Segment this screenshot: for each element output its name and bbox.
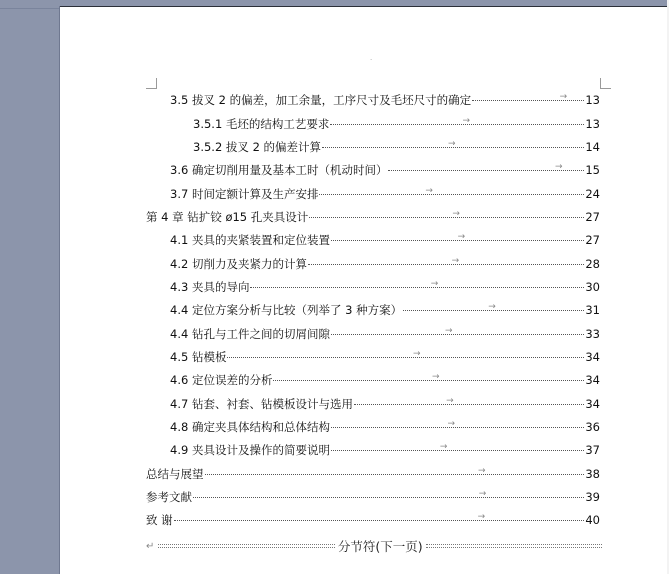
toc-dot-leader — [322, 139, 584, 149]
toc-dot-leader — [319, 186, 584, 196]
toc-entry-page-number: 34 — [585, 350, 600, 364]
toc-entry-page-number: 36 — [585, 420, 600, 434]
tab-arrow-icon: → — [477, 512, 486, 522]
tab-arrow-icon: → — [457, 232, 466, 242]
crop-mark-top-left — [146, 78, 157, 89]
toc-entry[interactable] — [146, 489, 600, 505]
toc-dot-leader — [331, 442, 584, 452]
toc-entry-title: 4.7 钻套、衬套、钻模板设计与选用 — [170, 397, 353, 411]
toc-entry[interactable] — [170, 162, 600, 178]
toc-dot-leader — [309, 209, 584, 219]
tab-arrow-icon: → — [447, 139, 456, 149]
toc-entry-page-number: 34 — [585, 397, 600, 411]
toc-entry[interactable] — [146, 512, 600, 528]
tab-arrow-icon: → — [425, 186, 433, 196]
toc-dot-leader — [193, 489, 584, 499]
page-top-edge — [60, 6, 667, 7]
tab-arrow-icon: → — [559, 92, 568, 102]
toc-entry[interactable] — [170, 302, 600, 318]
toc-entry[interactable] — [193, 116, 600, 132]
toc-entry-page-number: 27 — [585, 233, 600, 247]
toc-entry[interactable] — [170, 442, 600, 458]
toc-entry-title: 4.9 夹具设计及操作的简要说明 — [170, 443, 330, 457]
paragraph-mark-icon: ↵ — [146, 540, 155, 552]
toc-dot-leader — [205, 466, 585, 476]
section-break-label: 分节符(下一页) — [337, 539, 423, 554]
toc-entry[interactable] — [146, 466, 600, 482]
toc-entry-title: 3.5.2 拔叉 2 的偏差计算 — [193, 140, 322, 154]
tab-arrow-icon: → — [554, 162, 563, 172]
toc-entry-page-number: 15 — [585, 163, 600, 177]
toc-dot-leader — [308, 256, 584, 266]
tab-arrow-icon: → — [451, 256, 460, 266]
toc-entry-page-number: 38 — [585, 467, 600, 481]
tab-arrow-icon: → — [439, 442, 448, 452]
toc-entry[interactable] — [170, 349, 600, 365]
toc-entry[interactable] — [170, 279, 600, 295]
tab-arrow-icon: → — [478, 489, 487, 499]
toc-entry-page-number: 33 — [585, 327, 600, 341]
tab-arrow-icon: → — [477, 466, 486, 476]
tab-arrow-icon: → — [462, 116, 471, 126]
toc-entry-title: 3.5 拔叉 2 的偏差，加工余量，工序尺寸及毛坯尺寸的确定 — [170, 93, 472, 107]
toc-dot-leader — [403, 302, 584, 312]
toc-entry-page-number: 34 — [585, 373, 600, 387]
toc-entry[interactable] — [170, 92, 600, 108]
toc-entry-title: 第 4 章 钻扩铰 ø15 孔夹具设计 — [146, 210, 309, 224]
toc-dot-leader — [330, 116, 584, 126]
toc-entry[interactable] — [170, 186, 600, 202]
toc-dot-leader — [354, 396, 584, 406]
tab-arrow-icon: → — [446, 396, 454, 406]
toc-entry-page-number: 28 — [585, 257, 600, 271]
toc-entry[interactable] — [170, 232, 600, 248]
toc-dot-leader — [388, 162, 584, 172]
toc-entry[interactable] — [193, 139, 600, 155]
toc-entry-page-number: 39 — [585, 490, 600, 504]
toc-dot-leader — [273, 372, 584, 382]
crop-mark-top-right — [600, 78, 611, 89]
toc-entry-page-number: 30 — [585, 280, 600, 294]
toc-entry-title: 4.6 定位误差的分析 — [170, 373, 273, 387]
toc-entry-page-number: 40 — [585, 513, 600, 527]
toc-entry-page-number: 14 — [585, 140, 600, 154]
header-paragraph-mark: · — [370, 56, 373, 64]
section-break-line-left — [158, 544, 334, 548]
toc-entry-title: 4.8 确定夹具体结构和总体结构 — [170, 420, 330, 434]
toc-entry-title: 4.4 钻孔与工件之间的切屑间隙 — [170, 327, 330, 341]
toc-dot-leader — [331, 232, 584, 242]
toc-entry-title: 参考文献 — [146, 490, 192, 504]
toc-entry-title: 3.5.1 毛坯的结构工艺要求 — [193, 117, 330, 131]
tab-arrow-icon: → — [452, 209, 460, 219]
toc-entry[interactable] — [170, 419, 600, 435]
tab-arrow-icon: → — [488, 302, 496, 312]
toc-dot-leader — [250, 279, 584, 289]
toc-entry-title: 3.6 确定切削用量及基本工时（机动时间） — [170, 163, 388, 177]
toc-entry-title: 4.2 切削力及夹紧力的计算 — [170, 257, 307, 271]
toc-entry-page-number: 24 — [585, 187, 600, 201]
toc-entry[interactable] — [170, 256, 600, 272]
toc-entry-title: 致 谢 — [146, 513, 173, 527]
tab-arrow-icon: → — [430, 279, 439, 289]
section-break — [146, 538, 602, 554]
tab-arrow-icon: → — [413, 349, 421, 359]
toc-entry[interactable] — [170, 326, 600, 342]
toc-entry[interactable] — [170, 372, 600, 388]
section-break-line-right — [426, 544, 602, 548]
tab-arrow-icon: → — [432, 372, 440, 382]
toc-entry-title: 4.4 定位方案分析与比较（列举了 3 种方案） — [170, 303, 403, 317]
toc-entry-title: 4.5 钻模板 — [170, 350, 227, 364]
toc-dot-leader — [331, 419, 584, 429]
toc-dot-leader — [472, 92, 584, 102]
toc-entry-title: 3.7 时间定额计算及生产安排 — [170, 187, 319, 201]
toc-entry[interactable] — [146, 209, 600, 225]
toc-entry-page-number: 27 — [585, 210, 600, 224]
toc-entry-title: 4.3 夹具的导向 — [170, 280, 250, 294]
tab-arrow-icon: → — [447, 419, 456, 429]
toc-entry-page-number: 13 — [585, 117, 600, 131]
toc-entry-page-number: 37 — [585, 443, 600, 457]
toc-entry-title: 总结与展望 — [146, 467, 204, 481]
toc-dot-leader — [331, 326, 584, 336]
toc-entry-title: 4.1 夹具的夹紧装置和定位装置 — [170, 233, 330, 247]
toc-entry-page-number: 31 — [585, 303, 600, 317]
toc-entry-page-number: 13 — [585, 93, 600, 107]
toc-entry[interactable] — [170, 396, 600, 412]
toc-dot-leader — [174, 512, 585, 522]
toc-dot-leader — [227, 349, 584, 359]
tab-arrow-icon: → — [444, 326, 453, 336]
